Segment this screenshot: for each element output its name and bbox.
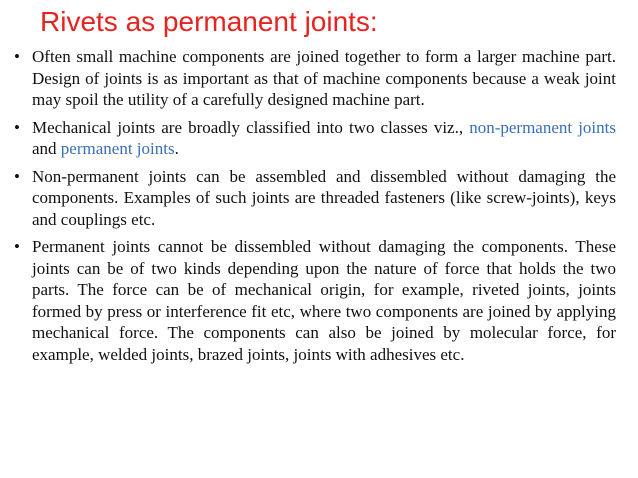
highlight-permanent-joints: permanent joints	[60, 139, 175, 158]
highlight-non-permanent-joints: non-permanent joints	[469, 117, 616, 137]
bullet-text-2-before: Mechanical joints are broadly classified into two classes viz.,	[32, 117, 470, 137]
bullet-item-1	[10, 46, 616, 111]
bullet-dot-icon: •	[14, 47, 20, 66]
bullet-item-4	[10, 236, 616, 365]
bullet-dot-icon: •	[14, 117, 20, 137]
bullet-text-2-after: .	[174, 139, 179, 158]
bullet-text-4: Permanent joints cannot be dissembled without damaging the components. These joints can be of two kinds depending upon the nature of force that holds the two parts. The force can be of mechanical origin, for example, riveted joints, joints formed by press or interference fit etc, where two components are joined by applying mechanical force. The components can also be joined by molecular force, for example, welded joints, brazed joints, joints with adhesives etc.	[32, 237, 616, 364]
bullet-dot-icon: •	[14, 166, 20, 186]
slide-title: Rivets as permanent joints:	[40, 6, 378, 37]
bullet-item-2	[10, 117, 616, 160]
bullet-text-3: Non-permanent joints can be assembled and dissembled without damaging the components. Examples of such joints are threaded fasteners (like screw-joints), keys and couplings etc.	[32, 166, 616, 229]
bullet-list	[10, 46, 616, 371]
bullet-text-1: Often small machine components are joined together to form a larger machine part. Design of joints is as important as that of machine components because a weak joint may spoil the utility of a carefully designed machine part.	[32, 47, 616, 109]
bullet-text-2-between: and	[32, 139, 61, 158]
bullet-dot-icon: •	[14, 237, 20, 256]
bullet-item-3	[10, 166, 616, 231]
